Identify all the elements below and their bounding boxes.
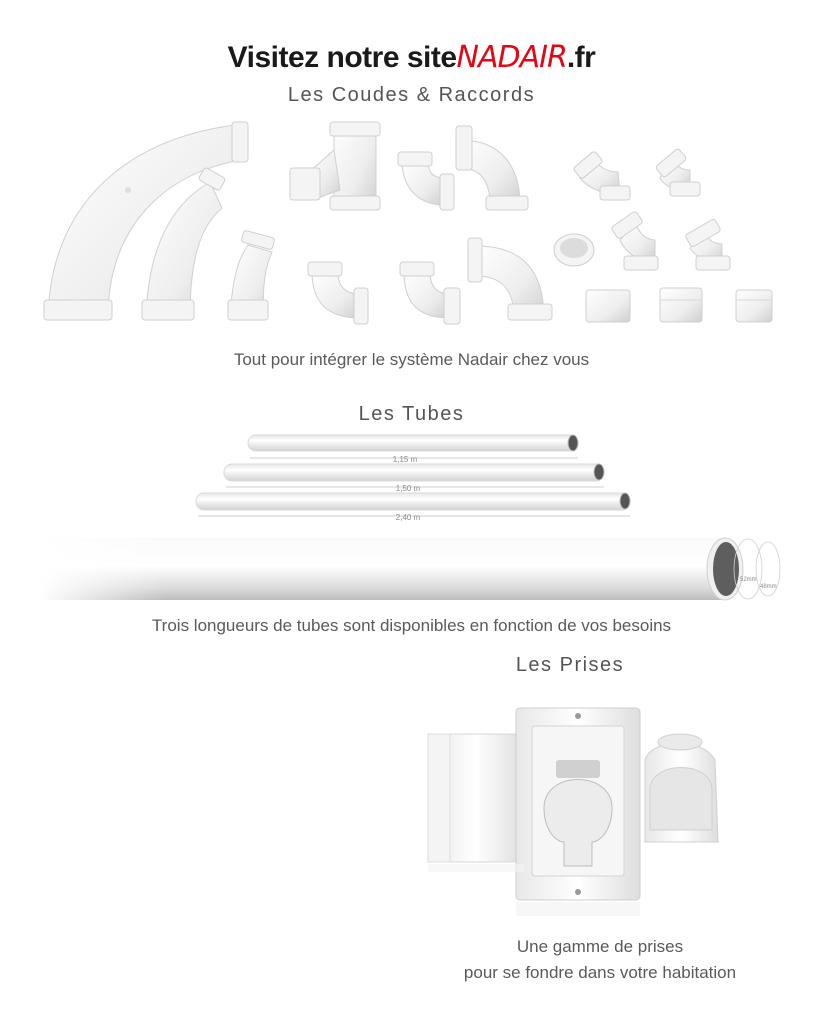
caption-coudes: Tout pour intégrer le système Nadair chez vous [233, 350, 590, 369]
site-heading [0, 40, 823, 75]
section-title-tubes: Les Tubes [358, 403, 465, 425]
wall-plate-outlet [516, 708, 640, 900]
coupling-b [660, 288, 702, 322]
wye-fitting [290, 122, 380, 210]
tube-1-15m [248, 435, 578, 464]
fittings-illustration [0, 110, 823, 335]
45-elbow-b [655, 148, 700, 196]
45-elbow-a [573, 151, 630, 200]
caption-tubes: Trois longueurs de tubes sont disponibles en fonction de vos besoins [151, 616, 672, 635]
section-title-coudes: Les Coudes & Raccords [287, 84, 536, 106]
tube-1-50m [224, 464, 604, 493]
diameter-outer: 52mm [740, 577, 757, 583]
length-label-1: 1,15 m [392, 455, 418, 464]
outlets-illustration [420, 700, 730, 920]
45-elbow-d [685, 218, 730, 270]
short-90-elbow-b [308, 262, 368, 324]
large-tube-crosssection [40, 538, 780, 600]
tubes-illustration [0, 430, 823, 605]
heading-tld: .fr [566, 41, 596, 74]
long-90-elbow-b [468, 238, 552, 320]
large-elbow-fitting [44, 122, 248, 320]
coupling-a [586, 290, 630, 322]
round-outlet [645, 734, 718, 842]
45-elbow-c [611, 211, 658, 270]
section-title-prises: Les Prises [515, 654, 625, 676]
length-label-2: 1,50 m [395, 484, 421, 493]
caption-prises [380, 934, 820, 986]
brand-logo: NADAIR [456, 40, 567, 75]
short-90-elbow-a [398, 152, 454, 210]
diameter-inner: 48mm [760, 584, 777, 590]
caption-prises-line1: Une gamme de prises [516, 937, 684, 956]
short-elbow-fitting [228, 230, 275, 320]
long-90-elbow-a [456, 126, 528, 210]
cap-fitting [554, 234, 594, 266]
tube-2-40m [196, 493, 630, 522]
short-90-elbow-c [400, 262, 460, 324]
caption-prises-line2: pour se fondre dans votre habitation [463, 963, 737, 982]
coupling-c [736, 290, 772, 322]
length-label-3: 2,40 m [395, 513, 421, 522]
heading-prefix: Visitez notre site [227, 41, 457, 74]
box-outlet [428, 734, 524, 862]
